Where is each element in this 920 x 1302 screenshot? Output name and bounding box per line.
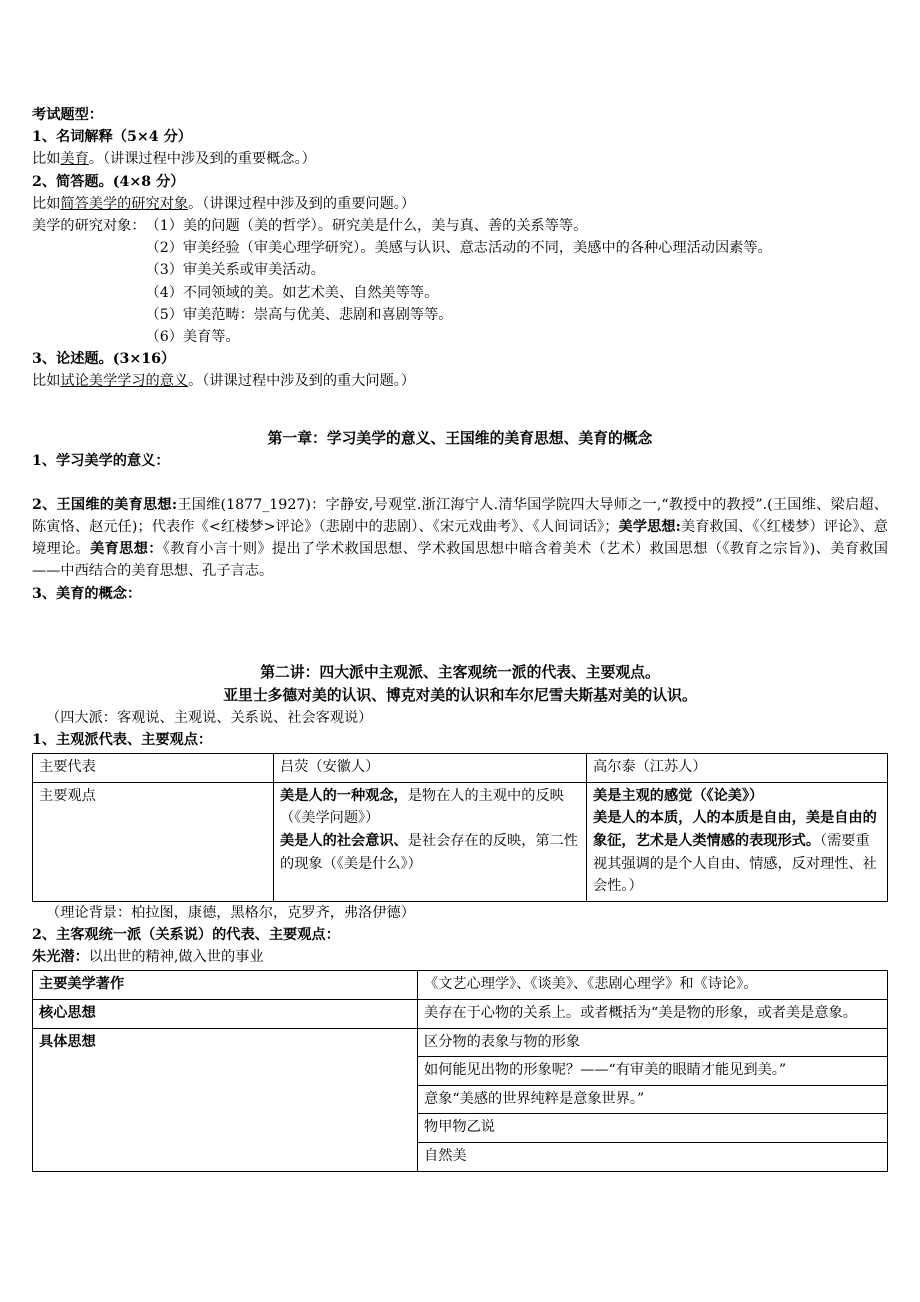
row-label: 主要代表 — [33, 754, 274, 783]
lecture-2-heading-line-1: 第二讲：四大派中主观派、主客观统一派的代表、主要观点。 — [260, 663, 660, 681]
table-cell: 物甲物乙说 — [418, 1114, 888, 1143]
cell-text: 美是人的社会意识、 — [280, 833, 408, 850]
row-label: 主要美学著作 — [33, 971, 418, 1000]
cell-line: 美是主观的感觉（《论美》） — [593, 787, 764, 804]
spacer — [32, 605, 888, 661]
list-item: （5）审美范畴：崇高与优美、悲剧和喜剧等等。 — [145, 306, 453, 323]
lecture-2-section-2-title: 2、主客观统一派（关系说）的代表、主要观点： — [32, 927, 340, 944]
table-cell — [274, 782, 587, 901]
subjective-school-table — [32, 753, 888, 902]
zhuguangqian-line — [32, 946, 888, 968]
table-cell: 自然美 — [418, 1143, 888, 1172]
cell-text: 美是人的本质，人的本质是自由，美是自由的象征，艺术是人类情感的表现形式。 — [593, 810, 877, 850]
research-object-items — [146, 215, 772, 348]
list-item: （2）审美经验（审美心理学研究）。美感与认识、意志活动的不同，美感中的各种心理活动因素等。 — [145, 240, 772, 257]
exam-item-2-label: 2、简答题。(4×8 分） — [32, 173, 185, 190]
list-item: （1）美的问题（美的哲学）。研究美是什么，美与真、善的关系等等。 — [145, 218, 588, 235]
cell-line: 高尔泰（江苏人） — [593, 759, 707, 776]
cell-text: 是社会存在的反映，第二性的现象（《美是什么》） — [280, 833, 578, 872]
table-cell: 如何能见出物的形象呢？——“有审美的眼睛才能见到美。” — [418, 1057, 888, 1086]
chapter-1-item-2 — [32, 494, 888, 583]
research-object-list — [32, 215, 888, 348]
chapter-1-heading: 第一章：学习美学的意义、王国维的美育思想、美育的概念 — [267, 429, 653, 447]
example-prefix: 比如 — [32, 195, 61, 212]
table-row — [33, 971, 888, 1000]
wangguowei-body: 王国维(1877_1927)：字静安,号观堂.浙江海宁人.清华国学院四大导师之一,“教授中的教授”.(王国维、梁启超、陈寅恪、赵元任)；代表作《<红楼梦>评论》（悲剧中的悲剧）、《宋元戏曲考》、《人间词话》； — [32, 496, 888, 536]
table-cell: 《文艺心理学》、《谈美》、《悲剧心理学》和《诗论》。 — [418, 971, 888, 1000]
table-cell — [587, 754, 888, 783]
table-cell: 意象“美感的世界纯粹是意象世界。” — [418, 1085, 888, 1114]
lecture-2-note: （四大派：客观说、主观说、关系说、社会客观说） — [46, 709, 373, 726]
wangguowei-label: 2、王国维的美育思想: — [32, 496, 178, 513]
example-prefix: 比如 — [32, 373, 61, 390]
table-row — [33, 782, 888, 901]
chapter-1-item-3: 3、美育的概念： — [32, 585, 142, 602]
table-cell: 美存在于心物的关系上。或者概括为“美是物的形象，或者美是意象。 — [418, 1000, 888, 1029]
cell-line — [593, 807, 881, 897]
spacer — [32, 393, 888, 427]
list-item: （4）不同领域的美。如艺术美、自然美等等。 — [145, 284, 439, 301]
cell-text: 美是人的一种观念， — [280, 787, 408, 804]
row-label: 核心思想 — [33, 1000, 418, 1029]
example-suffix: 。（讲课过程中涉及到的重要问题。） — [188, 195, 416, 212]
example-suffix: 。（讲课过程中涉及到的重要概念。） — [88, 151, 316, 168]
meiyu-thought-body: 《教育小言十则》提出了学术救国思想、学术救国思想中暗含着美术（艺术）救国思想（《教育之宗旨》)、美育救国——中西结合的美育思想、孔子言志。 — [32, 541, 888, 580]
spacer — [32, 472, 888, 494]
aesthetic-thought-label: 美学思想: — [618, 519, 681, 536]
meiyu-thought-label: 美育思想： — [90, 541, 163, 558]
chapter-1-item-1: 1、学习美学的意义： — [32, 452, 170, 469]
research-object-label: 美学的研究对象： — [32, 218, 146, 235]
row-label: 具体思想 — [33, 1028, 418, 1171]
zhuguangqian-label: 朱光潜： — [32, 949, 89, 966]
row-label: 主要观点 — [33, 782, 274, 901]
list-item: （3）审美关系或审美活动。 — [145, 262, 325, 279]
table-row — [33, 1028, 888, 1057]
table-cell: 区分物的表象与物的形象 — [418, 1028, 888, 1057]
cell-line — [280, 785, 580, 830]
cell-line — [280, 830, 580, 875]
example-keyword: 简答美学的研究对象 — [60, 195, 189, 212]
example-keyword: 美育 — [60, 151, 89, 168]
zhuguangqian-motto: 以出世的精神,做入世的事业 — [88, 949, 264, 966]
example-keyword: 试论美学学习的意义 — [60, 373, 189, 390]
exam-item-3-example — [32, 370, 888, 392]
exam-title: 考试题型： — [32, 107, 103, 123]
cell-text: 是物在人的主观中的反映（《美学问题》） — [280, 787, 564, 827]
example-suffix: 。（讲课过程中涉及到的重大问题。） — [188, 373, 416, 390]
cell-text: （需要重视其强调的是个人自由、情感，反对理性、社会性。） — [593, 833, 877, 895]
exam-item-3-label: 3、论述题。(3×16） — [32, 351, 176, 368]
table-cell — [587, 782, 888, 901]
table-row — [33, 754, 888, 783]
exam-item-2-example — [32, 193, 888, 215]
cell-line: 吕荧（安徽人） — [280, 759, 380, 776]
lecture-2-heading-line-2: 亚里士多德对美的认识、博克对美的认识和车尔尼雪夫斯基对美的认识。 — [223, 686, 697, 704]
example-prefix: 比如 — [32, 151, 61, 168]
objective-subjective-union-table — [32, 970, 888, 1171]
exam-item-1-example — [32, 148, 888, 170]
table-cell — [274, 754, 587, 783]
lecture-2-section-1-title: 1、主观派代表、主要观点： — [32, 732, 213, 749]
table-1-note: （理论背景：柏拉图，康德，黑格尔，克罗齐，弗洛伊德） — [46, 904, 415, 921]
aesthetic-thought-body: 美育救国、《〈红楼梦）评论》、意境理论。 — [32, 519, 888, 558]
table-row — [33, 1000, 888, 1029]
list-item: （6）美育等。 — [145, 329, 240, 346]
exam-item-1-label: 1、名词解释（5×4 分） — [32, 129, 192, 146]
